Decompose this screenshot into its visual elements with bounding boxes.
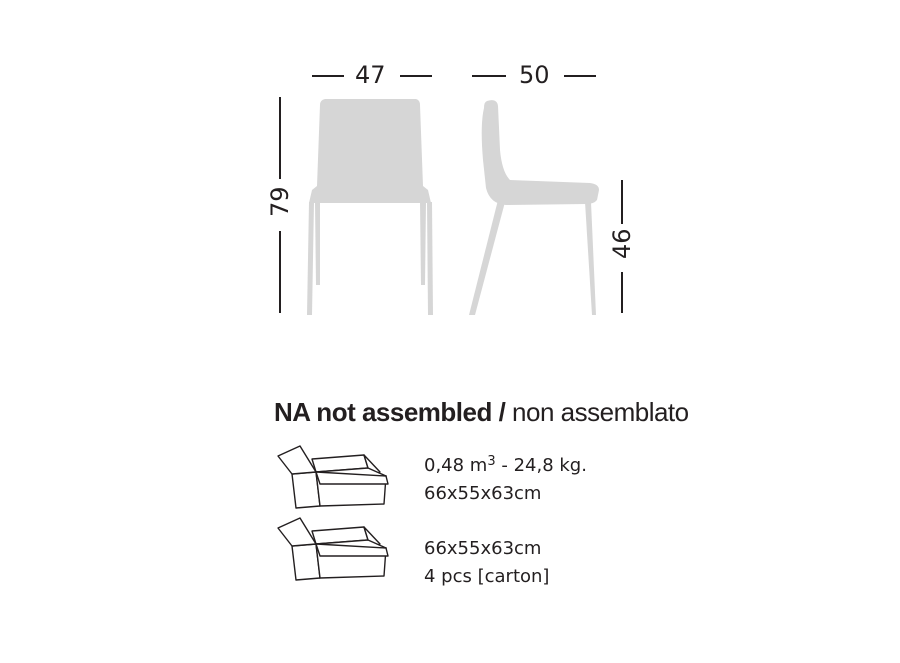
height-label: 79	[266, 186, 294, 217]
package-2-info	[424, 535, 549, 591]
chair-side-view	[469, 100, 599, 315]
package-1-size: 66x55x63cm	[424, 483, 542, 504]
front-width-label: 47	[355, 61, 386, 89]
assembly-heading-bold: NA not assembled /	[274, 397, 506, 427]
seat-height-label: 46	[608, 228, 636, 259]
package-1-volume-weight	[424, 452, 587, 480]
package-1-weight: - 24,8 kg.	[495, 455, 587, 476]
assembly-heading-light: non assemblato	[512, 397, 689, 427]
chair-front-view	[307, 99, 433, 315]
package-1-volume-exponent: 3	[487, 454, 496, 469]
open-box-icon	[274, 442, 392, 514]
package-1-info	[424, 452, 587, 508]
package-1-volume: 0,48 m	[424, 455, 488, 476]
package-2-size: 66x55x63cm	[424, 538, 542, 559]
package-2-quantity: 4 pcs [carton]	[424, 566, 550, 587]
open-box-icon	[274, 514, 392, 586]
side-depth-label: 50	[519, 61, 550, 89]
assembly-heading	[274, 396, 689, 428]
